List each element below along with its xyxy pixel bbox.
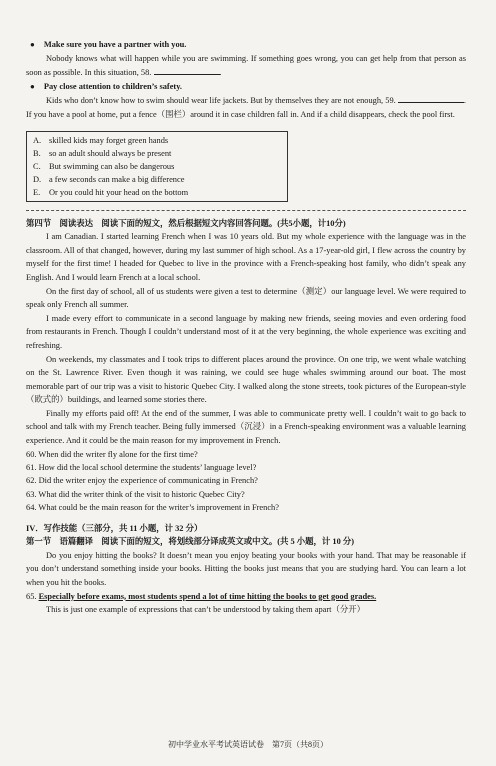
safety-text-start: Kids who don’t know how to swim should wear life jackets. But by themselves they are not enough, 59. bbox=[46, 96, 396, 106]
question-65-number: 65. bbox=[26, 591, 37, 601]
option-key: C. bbox=[33, 161, 41, 171]
option-b bbox=[33, 147, 281, 160]
question-63: 63. What did the writer think of the visit to historic Quebec City? bbox=[26, 489, 245, 499]
section4-title: 第四节 阅读表达 阅读下面的短文，然后根据短文内容回答问题。(共5小题，计10分) bbox=[26, 218, 346, 228]
safety-heading bbox=[26, 80, 466, 94]
option-a bbox=[33, 134, 281, 147]
question-65 bbox=[26, 590, 466, 604]
passage-paragraph-4: On weekends, my classmates and I took trips to different places around the province. On one trip, we went whale watching on the St. Lawrence River. Even though it was raining, we could see huge whales swimming around our boat. The most memorable part of our trip was a visit to historic Quebec City. I walked along the stone streets, took pictures of the European-style（欧式的）buildings, and learned some stories there. bbox=[26, 354, 466, 405]
option-text: so an adult should always be present bbox=[49, 148, 172, 158]
translation-paragraph-1: Do you enjoy hitting the books? It doesn’t mean you enjoy beating your books with your hand. That may be reasonable if you don’t understand something inside your books. Hitting the books just means that you are studying hard. You can learn a lot when you hit the books. bbox=[26, 550, 466, 588]
part4-title: IV．写作技能（三部分，共 11 小题，计 32 分） bbox=[26, 523, 203, 533]
option-e bbox=[33, 186, 281, 199]
question-60: 60. When did the writer fly alone for the first time? bbox=[26, 449, 198, 459]
partner-paragraph bbox=[26, 52, 466, 80]
part4-subtitle: 第一节 语篇翻译 阅读下面的短文，将划线部分译成英文或中文。(共 5 小题，计 10 分) bbox=[26, 537, 355, 547]
page-footer: 初中学业水平考试英语试卷 第7页（共8页） bbox=[168, 740, 328, 749]
option-key: B. bbox=[33, 148, 41, 158]
option-key: D. bbox=[33, 174, 42, 184]
option-text: skilled kids may forget green hands bbox=[49, 135, 169, 145]
question-65-underlined: Especially before exams, most students spend a lot of time hitting the books to get good grades. bbox=[38, 591, 377, 601]
option-text: But swimming can also be dangerous bbox=[49, 161, 175, 171]
partner-text-end: . bbox=[219, 68, 222, 78]
bullet-icon: ● bbox=[30, 81, 35, 91]
bullet-icon: ● bbox=[30, 40, 35, 49]
question-62: 62. Did the writer enjoy the experience of communicating in French? bbox=[26, 476, 258, 486]
safety-paragraph bbox=[26, 93, 466, 121]
passage-paragraph-5: Finally my efforts paid off! At the end of the summer, I was able to communicate pretty well. I couldn’t wait to go back to school and talk with my French teacher. Being fully immersed（沉浸）in a French-speaking environment was a valuable learning experience. And it could be the main reason for my improvement in French. bbox=[26, 408, 466, 446]
passage-paragraph-3: I made every effort to communicate in a second language by making new friends, seeing movies and even ordering food from restaurants in French. Though I couldn’t understand most of it at the very beginning, the whole experience was exciting and refreshing. bbox=[26, 313, 466, 350]
section-divider bbox=[26, 210, 466, 211]
translation-paragraph-2: This is just one example of expressions that can’t be understood by taking them apart（分开） bbox=[46, 605, 365, 615]
partner-heading bbox=[26, 38, 466, 52]
option-key: E. bbox=[33, 187, 41, 197]
question-64: 64. What could be the main reason for the writer’s improvement in French? bbox=[26, 503, 279, 513]
safety-text-end: . If you have a pool at home, put a fence（围栏）around it in case children fall in. And if a child disappears, check the pool first. bbox=[26, 96, 466, 119]
option-key: A. bbox=[33, 135, 42, 145]
option-text: Or you could hit your head on the bottom bbox=[49, 187, 189, 197]
option-d bbox=[33, 173, 281, 186]
passage-paragraph-2: On the first day of school, all of us students were given a test to determine（测定）our language level. We were required to speak only French all summer. bbox=[26, 286, 466, 310]
option-text: a few seconds can make a big difference bbox=[49, 174, 185, 184]
options-box bbox=[26, 131, 288, 202]
option-c bbox=[33, 160, 281, 173]
partner-text: Nobody knows what will happen while you are swimming. If something goes wrong, you can get help from that person as soon as possible. In this situation, 58. bbox=[26, 53, 466, 78]
question-61: 61. How did the local school determine the students’ language level? bbox=[26, 463, 257, 473]
blank-58[interactable] bbox=[154, 65, 222, 78]
passage-paragraph-1: I am Canadian. I started learning French when I was 10 years old. But my whole experience with the language was in the classroom. All of that changed, however, during my last summer of high school. As a 17-year-old girl, I flew across the country by myself for the first time! I headed for Quebec to live in the province with a French-speaking host family, who didn’t speak any English. And I would learn French at a local school. bbox=[26, 232, 466, 282]
partner-heading-text: Make sure you have a partner with you. bbox=[43, 40, 187, 49]
safety-heading-text: Pay close attention to children’s safety. bbox=[43, 81, 183, 91]
blank-59[interactable] bbox=[398, 93, 464, 103]
